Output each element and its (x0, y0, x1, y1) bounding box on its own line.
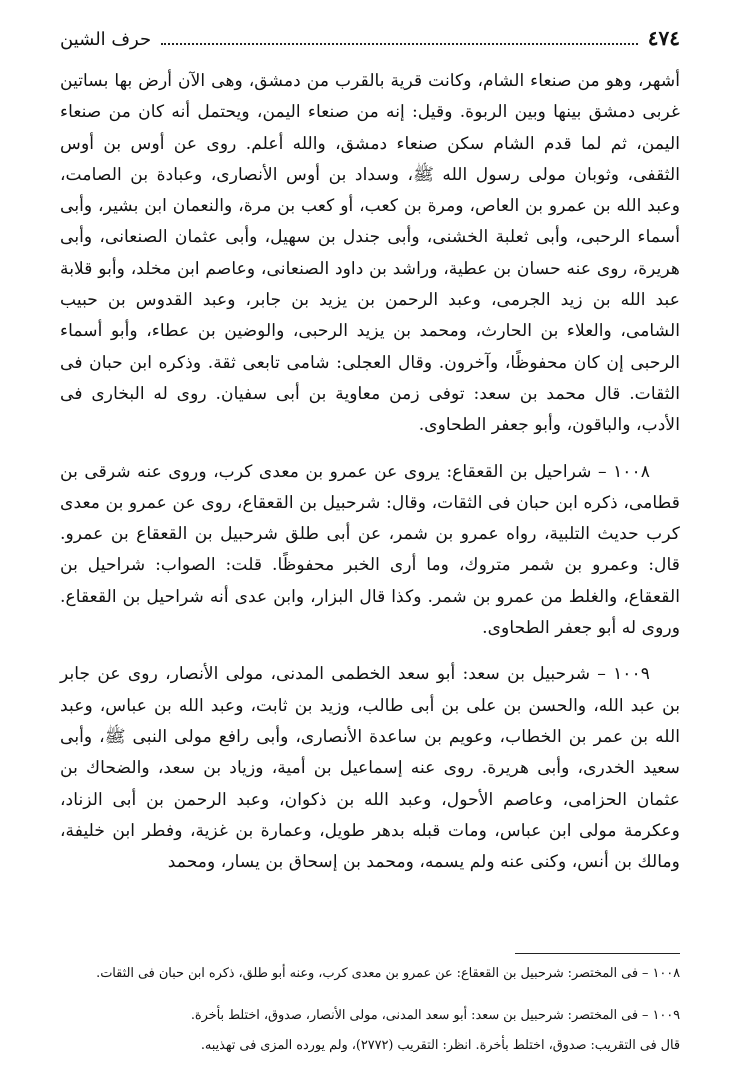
footnote-separator (60, 953, 680, 954)
entry-1008: ١٠٠٨ – شراحيل بن القعقاع: يروى عن عمرو بن معدى كرب، وروى عنه شرقى بن قطامى، ذكره ابن حبان فى الثقات، وقال: شرحبيل بن القعقاع، روى عن عمرو بن معدى كرب حديث التلبية، رواه عمرو بن شمر، عن أبى طلق شرحبيل بن القعقاع بن عمرو. قال: وعمرو بن شمر متروك، وما أرى الخبر محفوظًا. قلت: الصواب: شراحيل بن القعقاع، والغلط من عمرو بن شمر. وكذا قال البزار، وابن عدى أنه شراحيل بن القعقاع. وروى له أبو جعفر الطحاوى. (60, 461, 680, 639)
page-number: ٤٧٤ (647, 26, 680, 50)
footnote-1009-continued (60, 1037, 680, 1055)
header-leader-dots (161, 43, 638, 45)
footnote-text: ١٠٠٩ – فى المختصر: شرحبيل بن سعد: أبو سعد المدنى، مولى الأنصار، صدوق، اختلط بأخرة. (190, 1008, 680, 1023)
footnote-text: ١٠٠٨ – فى المختصر: شرحبيل بن القعقاع: عن عمرو بن معدى كرب، وعنه أبو طلق، ذكره ابن حبان فى الثقات. (96, 966, 680, 981)
running-header (60, 26, 680, 60)
footnote-1008 (60, 965, 680, 983)
footnote-1009 (60, 1007, 680, 1025)
entry-1009: ١٠٠٩ – شرحبيل بن سعد: أبو سعد الخطمى المدنى، مولى الأنصار، روى عن جابر بن عبد الله، والحسن بن على بن أبى طالب، وزيد بن ثابت، وعبد الله بن عباس، وعبد الله بن عمر بن الخطاب، وعويم بن ساعدة الأنصارى، وأبى رافع مولى النبى ﷺ، وأبى سعيد الخدرى، وأبى هريرة. روى عنه إسماعيل بن أمية، وزياد بن سعد، والضحاك بن عثمان الحزامى، وعاصم الأحول، وعبد الله بن ذكوان، وعبد الرحمن بن أبى الزناد، وعكرمة مولى ابن عباس، ومات قبله بدهر طويل، وعمارة بن غزية، وفطر ابن خليفة، ومالك بن أنس، وكنى عنه ولم يسمه، ومحمد بن إسحاق بن يسار، ومحمد (60, 664, 680, 873)
chapter-title: حرف الشين (60, 29, 152, 50)
paragraph-continuation: أشهر، وهو من صنعاء الشام، وكانت قرية بالقرب من دمشق، وهى الآن أرض بها بساتين غربى دمشق بينها وبين الربوة. وقيل: إنه من صنعاء اليمن، ويحتمل أنه كان من صنعاء اليمن، ثم لما قدم الشام سكن صنعاء دمشق، والله أعلم. روى عن أوس بن أوس الثقفى، وثوبان مولى رسول الله ﷺ، وسداد بن أوس الأنصارى، وعبادة بن الصامت، وعبد الله بن عمرو بن العاص، ومرة بن كعب، أو كعب بن مرة، والنعمان ابن بشير، وأبى أسماء الرحبى، وأبى ثعلبة الخشنى، وأبى جندل بن سهيل، وأبى عثمان الصنعانى، وأبى هريرة، روى عنه حسان بن عطية، وراشد بن داود الصنعانى، وعاصم ابن مخلد، وأبو قلابة عبد الله بن زيد الجرمى، وعبد الرحمن بن يزيد بن جابر، وعبد القدوس بن حبيب الشامى، والعلاء بن الحارث، ومحمد بن يزيد الرحبى، والوضين بن عطاء، وأبو أسماء الرحبى إن كان محفوظًا، وآخرون. وقال العجلى: شامى تابعى ثقة. وذكره ابن حبان فى الثقات. قال محمد بن سعد: توفى زمن معاوية بن أبى سفيان. روى له البخارى فى الأدب، والباقون، وأبو جعفر الطحاوى. (60, 71, 680, 436)
main-text (60, 66, 680, 878)
footnote-text: قال فى التقريب: صدوق، اختلط بأخرة. انظر: التقريب (٢٧٧٢)، ولم يورده المزى فى تهذيبه. (200, 1038, 680, 1053)
page (60, 26, 680, 878)
